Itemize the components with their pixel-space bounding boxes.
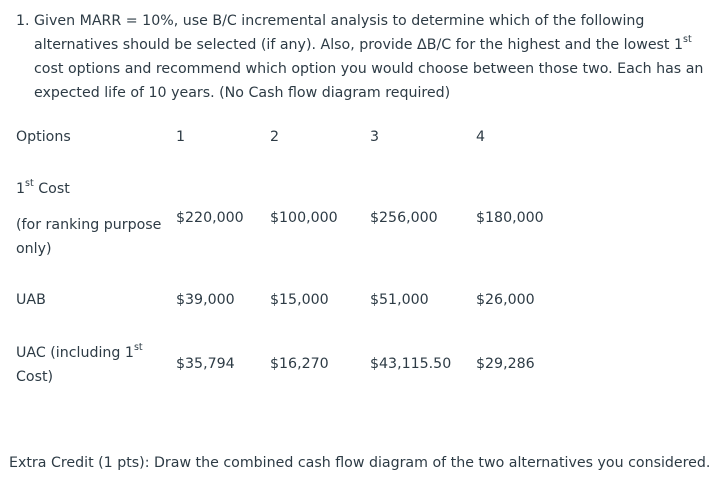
uab-value-2: $15,000 bbox=[270, 292, 329, 308]
first-cost-value-2: $100,000 bbox=[270, 210, 338, 226]
question-line-2 bbox=[16, 33, 706, 57]
option-header-1: 1 bbox=[176, 129, 186, 145]
uac-value-4: $29,286 bbox=[476, 356, 535, 372]
uac-label-a: UAC (including 1 bbox=[16, 345, 134, 361]
uab-value-4: $26,000 bbox=[476, 292, 535, 308]
question-line-3: cost options and recommend which option you would choose between those two. Each has an bbox=[34, 61, 704, 77]
extra-credit-text: Extra Credit (1 pts): Draw the combined cash flow diagram of the two alternatives you considered. bbox=[9, 455, 711, 471]
option-header-4: 4 bbox=[476, 129, 486, 145]
uab-value-3: $51,000 bbox=[370, 292, 429, 308]
question-text bbox=[16, 9, 706, 105]
question-line-2-text: alternatives should be selected (if any). Also, provide ΔB/C for the highest and the lowest 1 bbox=[34, 37, 684, 53]
option-header-2: 2 bbox=[270, 129, 280, 145]
question-line-2-sup: st bbox=[683, 34, 692, 46]
question-line-1: 1. Given MARR = 10%, use B/C incremental analysis to determine which of the following bbox=[16, 13, 645, 29]
option-header-3: 3 bbox=[370, 129, 380, 145]
first-cost-value-3: $256,000 bbox=[370, 210, 438, 226]
first-cost-label-a: 1 bbox=[16, 181, 26, 197]
first-cost-value-1: $220,000 bbox=[176, 210, 244, 226]
first-cost-label-line3: only) bbox=[16, 241, 52, 257]
uac-value-3: $43,115.50 bbox=[370, 356, 452, 372]
first-cost-value-4: $180,000 bbox=[476, 210, 544, 226]
first-cost-label-sup: st bbox=[25, 178, 34, 190]
uac-value-1: $35,794 bbox=[176, 356, 235, 372]
first-cost-label-line2: (for ranking purpose bbox=[16, 217, 162, 233]
first-cost-label-b: Cost bbox=[33, 181, 70, 197]
options-header-label: Options bbox=[16, 129, 71, 145]
uab-value-1: $39,000 bbox=[176, 292, 235, 308]
question-line-4: expected life of 10 years. (No Cash flow diagram required) bbox=[34, 85, 451, 101]
uac-label bbox=[16, 341, 143, 365]
uac-label-line2: Cost) bbox=[16, 369, 54, 385]
uac-value-2: $16,270 bbox=[270, 356, 329, 372]
uab-label: UAB bbox=[16, 292, 46, 308]
first-cost-label bbox=[16, 177, 70, 201]
uac-label-sup: st bbox=[133, 342, 143, 354]
